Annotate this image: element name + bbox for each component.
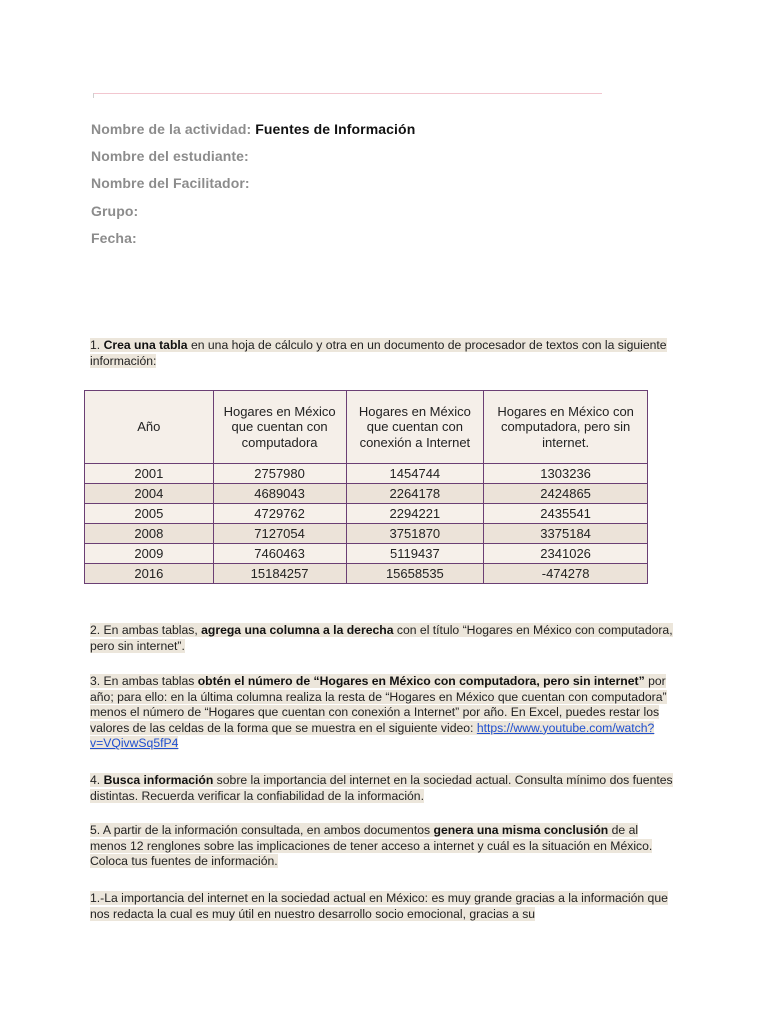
task-3-post: por año; para ello: en la última columna realiza la resta de “Hogares en México que cuentan con computadora” menos el número de “Hogares que cuentan con conexión a Internet” por año. En Excel, puedes restar los valores de las celdas de la forma que se muestra en el siguiente video:	[90, 674, 667, 735]
activity-label: Nombre de la actividad:	[91, 121, 252, 137]
task-1-text: en una hoja de cálculo y otra en un documento de procesador de textos con la siguiente información:	[90, 338, 667, 368]
cell-internet: 15658535	[346, 564, 484, 584]
cell-difference: 3375184	[484, 524, 648, 544]
cell-computer: 4729762	[213, 504, 346, 524]
cell-difference: 2435541	[484, 504, 648, 524]
cell-year: 2004	[85, 484, 214, 504]
table-row	[85, 464, 648, 484]
cell-difference: 2341026	[484, 544, 648, 564]
activity-value: Fuentes de Información	[255, 121, 416, 137]
table-row	[85, 524, 648, 544]
date-label: Fecha:	[91, 229, 137, 246]
top-divider-tick	[93, 93, 94, 98]
task-2-post: con el título “Hogares en México con computadora, pero sin internet”.	[90, 623, 673, 653]
task-4-bold: Busca información	[103, 773, 214, 787]
cell-year: 2016	[85, 564, 214, 584]
task-1-paragraph	[90, 338, 675, 369]
task-4-text: sobre la importancia del internet en la sociedad actual. Consulta mínimo dos fuentes distintas. Recuerda verificar la confiabilidad de la información.	[90, 773, 673, 803]
cell-internet: 2264178	[346, 484, 484, 504]
cell-internet: 2294221	[346, 504, 484, 524]
cell-difference: -474278	[484, 564, 648, 584]
task-5-post: de al menos 12 renglones sobre las implicaciones de tener acceso a internet y cuál es la situación en México. Coloca tus fuentes de información.	[90, 823, 653, 869]
task-5-bold: genera una misma conclusión	[433, 823, 609, 837]
cell-year: 2001	[85, 464, 214, 484]
task-3-paragraph	[90, 674, 675, 752]
header-year: Año	[85, 391, 214, 464]
header-computer-no-internet: Hogares en México con computadora, pero sin internet.	[484, 391, 648, 464]
task-1-number: 1.	[90, 338, 101, 352]
top-divider-line	[93, 93, 602, 94]
task-2-paragraph	[90, 623, 675, 654]
cell-computer: 2757980	[213, 464, 346, 484]
cell-internet: 1454744	[346, 464, 484, 484]
cell-internet: 3751870	[346, 524, 484, 544]
cell-computer: 7127054	[213, 524, 346, 544]
task-4-paragraph	[90, 773, 675, 804]
task-5-pre: 5. A partir de la información consultada, en ambos documentos	[90, 823, 431, 837]
group-label: Grupo:	[91, 202, 139, 219]
header-with-internet: Hogares en México que cuentan con conexión a Internet	[346, 391, 484, 464]
answer-1-paragraph	[90, 891, 675, 922]
task-3-bold: obtén el número de “Hogares en México con computadora, pero sin internet”	[197, 674, 645, 688]
task-2-bold: agrega una columna a la derecha	[201, 623, 394, 637]
cell-computer: 15184257	[213, 564, 346, 584]
table-header-row	[85, 391, 648, 464]
task-4-number: 4.	[90, 773, 101, 787]
cell-year: 2009	[85, 544, 214, 564]
table-row	[85, 564, 648, 584]
table-row	[85, 484, 648, 504]
task-3-pre: 3. En ambas tablas	[90, 674, 195, 688]
student-label: Nombre del estudiante:	[91, 148, 249, 165]
cell-difference: 1303236	[484, 464, 648, 484]
cell-internet: 5119437	[346, 544, 484, 564]
households-table	[84, 390, 648, 584]
cell-difference: 2424865	[484, 484, 648, 504]
cell-computer: 7460463	[213, 544, 346, 564]
task-2-pre: 2. En ambas tablas,	[90, 623, 198, 637]
task-1-bold: Crea una tabla	[103, 338, 188, 352]
cell-computer: 4689043	[213, 484, 346, 504]
table-row	[85, 544, 648, 564]
cell-year: 2008	[85, 524, 214, 544]
task-5-paragraph	[90, 823, 675, 870]
table-row	[85, 504, 648, 524]
facilitator-label: Nombre del Facilitador:	[91, 175, 250, 192]
activity-row	[91, 120, 415, 147]
cell-year: 2005	[85, 504, 214, 524]
document-header	[91, 120, 415, 256]
header-with-computer: Hogares en México que cuentan con computadora	[213, 391, 346, 464]
answer-1-text: 1.-La importancia del internet en la sociedad actual en México: es muy grande gracias a la información que nos redacta la cual es muy útil en nuestro desarrollo socio emocional, gracias a su	[90, 891, 668, 921]
video-link[interactable]: https://www.youtube.com/watch?v=VQivwSq5fP4	[90, 720, 655, 751]
